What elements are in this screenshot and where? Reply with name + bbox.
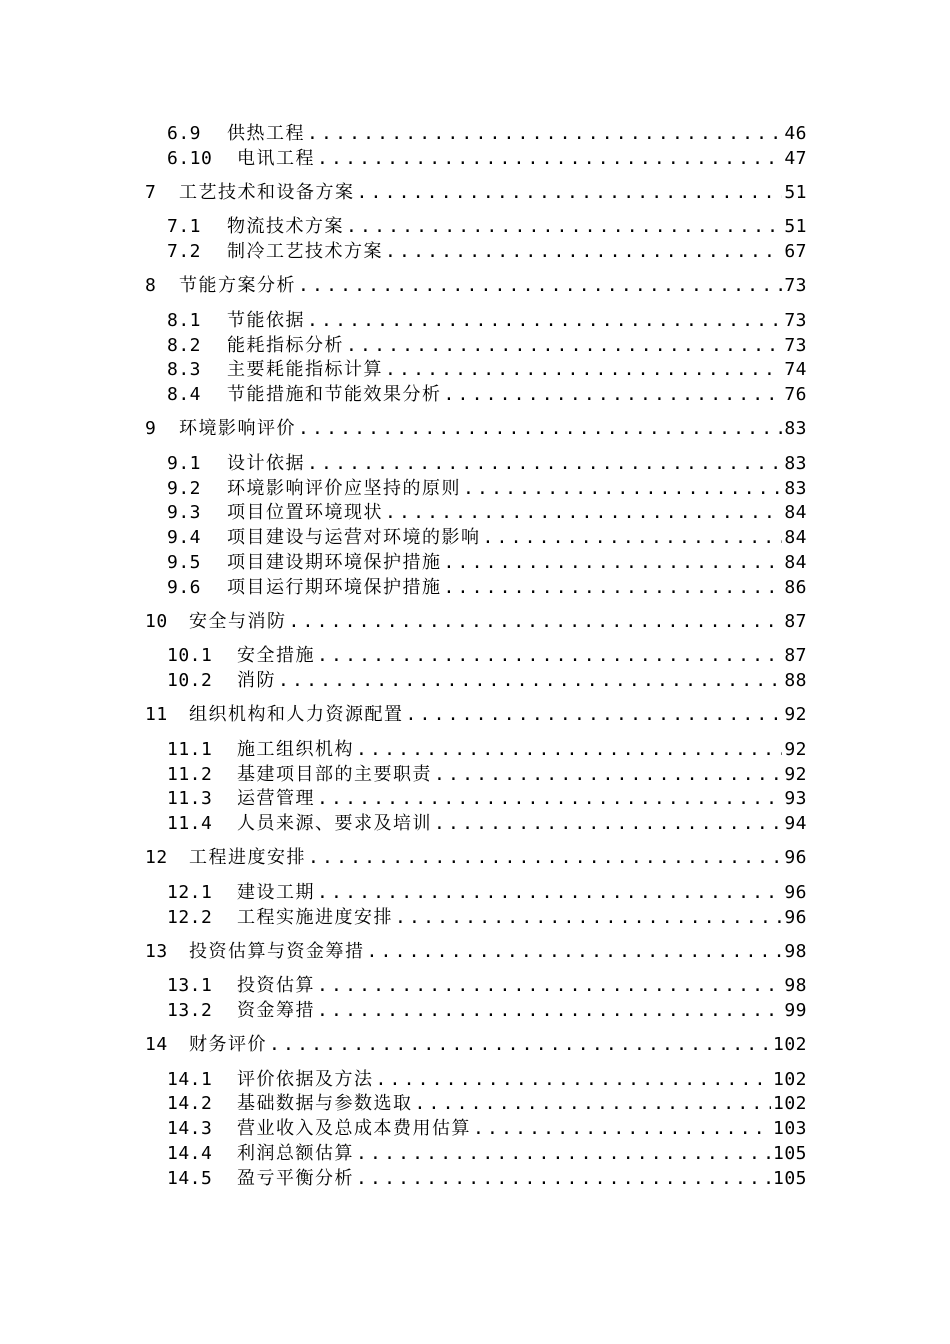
toc-entry-number: 7	[145, 182, 157, 204]
toc-entry-page-number: 76	[784, 384, 807, 406]
toc-dot-leader	[307, 122, 782, 147]
toc-entry-title: 项目建设期环境保护措施	[227, 551, 442, 573]
toc-section-entry[interactable]	[145, 452, 807, 477]
toc-entry-title: 投资估算	[237, 975, 315, 997]
toc-dot-leader	[406, 703, 783, 728]
toc-entry-page-number: 105	[772, 1167, 807, 1189]
toc-dot-leader	[317, 974, 782, 999]
toc-entry-page-number: 92	[784, 704, 807, 726]
toc-section-entry[interactable]	[145, 334, 807, 359]
toc-dot-leader	[385, 240, 782, 265]
toc-entry-title: 安全与消防	[189, 611, 287, 633]
toc-entry-page-number: 96	[784, 847, 807, 869]
toc-entry-number: 13.2	[167, 999, 213, 1021]
toc-section-entry[interactable]	[145, 1142, 807, 1167]
toc-entry-title: 制冷工艺技术方案	[227, 241, 383, 263]
toc-section-entry[interactable]	[145, 763, 807, 788]
toc-entry-page-number: 86	[784, 576, 807, 598]
toc-entry-number: 12	[145, 847, 168, 869]
toc-dot-leader	[385, 358, 782, 383]
toc-entry-number: 12.2	[167, 906, 213, 928]
toc-entry-page-number: 103	[772, 1118, 807, 1140]
toc-section-entry[interactable]	[145, 906, 807, 931]
toc-entry-title: 电讯工程	[237, 147, 315, 169]
toc-entry-title: 投资估算与资金筹措	[189, 940, 365, 962]
toc-dot-leader	[357, 181, 783, 206]
toc-entry-number: 12.1	[167, 881, 213, 903]
toc-section-entry[interactable]	[145, 644, 807, 669]
toc-entry-title: 设计依据	[227, 452, 305, 474]
toc-dot-leader	[356, 1142, 771, 1167]
toc-section-entry[interactable]	[145, 669, 807, 694]
toc-dot-leader	[356, 738, 782, 763]
toc-entry-title: 节能依据	[227, 309, 305, 331]
toc-section-entry[interactable]	[145, 477, 807, 502]
toc-section-entry[interactable]	[145, 383, 807, 408]
toc-entry-number: 6.9	[167, 123, 202, 144]
toc-section-entry[interactable]	[145, 1167, 807, 1192]
toc-chapter-entry[interactable]	[145, 610, 807, 635]
toc-entry-number: 14.4	[167, 1142, 213, 1164]
toc-chapter-entry[interactable]	[145, 181, 807, 206]
toc-dot-leader	[463, 477, 782, 502]
toc-entry-number: 7.2	[167, 241, 202, 263]
toc-section-entry[interactable]	[145, 215, 807, 240]
toc-dot-leader	[415, 1092, 771, 1117]
toc-entry-page-number: 67	[784, 241, 807, 263]
toc-section-entry[interactable]	[145, 812, 807, 837]
toc-chapter-entry[interactable]	[145, 703, 807, 728]
toc-dot-leader	[278, 669, 782, 694]
toc-entry-page-number: 98	[784, 940, 807, 962]
toc-section-entry[interactable]	[145, 309, 807, 334]
toc-entry-number: 9.2	[167, 477, 202, 499]
toc-dot-leader	[269, 1033, 771, 1058]
toc-dot-leader	[444, 576, 783, 601]
toc-entry-page-number: 93	[784, 788, 807, 810]
toc-entry-page-number: 51	[784, 182, 807, 204]
toc-entry-page-number: 73	[784, 309, 807, 331]
toc-entry-title: 工程进度安排	[189, 847, 306, 869]
toc-entry-page-number: 51	[784, 216, 807, 238]
toc-entry-title: 环境影响评价	[179, 418, 296, 440]
toc-entry-page-number: 96	[784, 881, 807, 903]
toc-entry-page-number: 96	[784, 906, 807, 928]
toc-entry-page-number: 102	[772, 1034, 807, 1056]
toc-entry-title: 盈亏平衡分析	[237, 1167, 354, 1189]
toc-entry-number: 8.4	[167, 384, 202, 406]
toc-section-entry[interactable]	[145, 526, 807, 551]
toc-entry-title: 主要耗能指标计算	[227, 359, 383, 381]
toc-entry-number: 11.1	[167, 738, 213, 760]
toc-entry-number: 8.1	[167, 309, 202, 331]
toc-entry-number: 9.6	[167, 576, 202, 598]
toc-entry-title: 能耗指标分析	[227, 334, 344, 356]
toc-entry-title: 供热工程	[227, 123, 305, 144]
toc-entry-number: 10	[145, 611, 168, 633]
toc-dot-leader	[385, 501, 782, 526]
toc-entry-number: 10.2	[167, 670, 213, 692]
toc-entry-title: 节能措施和节能效果分析	[227, 384, 442, 406]
toc-dot-leader	[395, 906, 782, 931]
toc-entry-title: 基建项目部的主要职责	[237, 763, 432, 785]
toc-entry-title: 评价依据及方法	[237, 1068, 374, 1090]
toc-entry-number: 9.1	[167, 452, 202, 474]
toc-dot-leader	[356, 1167, 771, 1192]
toc-entry-number: 6.10	[167, 147, 213, 169]
toc-entry-title: 工艺技术和设备方案	[179, 182, 355, 204]
toc-entry-number: 8.3	[167, 359, 202, 381]
toc-entry-title: 节能方案分析	[179, 275, 296, 297]
toc-section-entry[interactable]	[145, 787, 807, 812]
table-of-contents	[145, 122, 807, 1191]
toc-section-entry[interactable]	[145, 551, 807, 576]
toc-entry-number: 11.4	[167, 813, 213, 835]
toc-entry-page-number: 87	[784, 645, 807, 667]
toc-dot-leader	[317, 787, 782, 812]
toc-entry-title: 资金筹措	[237, 999, 315, 1021]
toc-section-entry[interactable]	[145, 999, 807, 1024]
toc-entry-title: 物流技术方案	[227, 216, 344, 238]
toc-entry-number: 9.4	[167, 527, 202, 549]
toc-chapter-entry[interactable]	[145, 846, 807, 871]
toc-entry-page-number: 87	[784, 611, 807, 633]
toc-dot-leader	[317, 999, 782, 1024]
toc-dot-leader	[376, 1068, 771, 1093]
toc-entry-number: 14.5	[167, 1167, 213, 1189]
toc-entry-title: 基础数据与参数选取	[237, 1093, 413, 1115]
toc-entry-number: 13	[145, 940, 168, 962]
toc-entry-page-number: 102	[772, 1093, 807, 1115]
toc-entry-number: 11	[145, 704, 168, 726]
toc-dot-leader	[483, 526, 783, 551]
toc-entry-number: 9.5	[167, 551, 202, 573]
toc-entry-title: 建设工期	[237, 881, 315, 903]
toc-dot-leader	[444, 551, 783, 576]
toc-entry-page-number: 105	[772, 1142, 807, 1164]
toc-chapter-entry[interactable]	[145, 417, 807, 442]
toc-section-entry[interactable]	[145, 576, 807, 601]
toc-entry-number: 7.1	[167, 216, 202, 238]
toc-chapter-entry[interactable]	[145, 274, 807, 299]
toc-entry-page-number: 88	[784, 670, 807, 692]
toc-entry-title: 财务评价	[189, 1034, 267, 1056]
toc-entry-number: 14.2	[167, 1093, 213, 1115]
toc-entry-page-number: 102	[772, 1068, 807, 1090]
toc-section-entry[interactable]	[145, 974, 807, 999]
toc-entry-page-number: 74	[784, 359, 807, 381]
toc-section-entry[interactable]	[145, 1117, 807, 1142]
toc-entry-title: 工程实施进度安排	[237, 906, 393, 928]
toc-entry-page-number: 92	[784, 763, 807, 785]
toc-section-entry[interactable]	[145, 881, 807, 906]
toc-entry-number: 8	[145, 275, 157, 297]
toc-entry-title: 营业收入及总成本费用估算	[237, 1118, 471, 1140]
toc-dot-leader	[346, 334, 782, 359]
toc-entry-number: 9	[145, 418, 157, 440]
toc-entry-title: 人员来源、要求及培训	[237, 813, 432, 835]
toc-entry-number: 14.1	[167, 1068, 213, 1090]
toc-section-entry[interactable]	[145, 240, 807, 265]
toc-dot-leader	[317, 147, 782, 172]
toc-entry-number: 13.1	[167, 975, 213, 997]
toc-entry-title: 组织机构和人力资源配置	[189, 704, 404, 726]
toc-dot-leader	[473, 1117, 771, 1142]
toc-dot-leader	[298, 274, 782, 299]
toc-entry-page-number: 94	[784, 813, 807, 835]
toc-entry-number: 14.3	[167, 1118, 213, 1140]
toc-chapter-entry[interactable]	[145, 940, 807, 965]
toc-entry-number: 8.2	[167, 334, 202, 356]
toc-dot-leader	[298, 417, 782, 442]
toc-entry-title: 项目位置环境现状	[227, 502, 383, 524]
toc-entry-page-number: 47	[784, 147, 807, 169]
toc-section-entry[interactable]	[145, 1092, 807, 1117]
toc-entry-number: 14	[145, 1034, 168, 1056]
toc-dot-leader	[317, 644, 782, 669]
toc-entry-page-number: 99	[784, 999, 807, 1021]
toc-entry-number: 10.1	[167, 645, 213, 667]
toc-entry-page-number: 73	[784, 275, 807, 297]
toc-entry-title: 施工组织机构	[237, 738, 354, 760]
toc-section-entry[interactable]	[145, 358, 807, 383]
toc-entry-number: 9.3	[167, 502, 202, 524]
toc-entry-title: 运营管理	[237, 788, 315, 810]
toc-dot-leader	[434, 812, 782, 837]
toc-dot-leader	[289, 610, 783, 635]
toc-dot-leader	[434, 763, 782, 788]
toc-entry-number: 11.3	[167, 788, 213, 810]
toc-entry-title: 环境影响评价应坚持的原则	[227, 477, 461, 499]
toc-dot-leader	[367, 940, 783, 965]
toc-entry-title: 项目运行期环境保护措施	[227, 576, 442, 598]
toc-section-entry[interactable]	[145, 738, 807, 763]
toc-dot-leader	[317, 881, 782, 906]
toc-entry-title: 项目建设与运营对环境的影响	[227, 527, 481, 549]
toc-entry-page-number: 83	[784, 418, 807, 440]
toc-entry-title: 安全措施	[237, 645, 315, 667]
toc-entry-page-number: 84	[784, 551, 807, 573]
toc-dot-leader	[444, 383, 783, 408]
toc-entry-page-number: 83	[784, 477, 807, 499]
toc-chapter-entry[interactable]	[145, 1033, 807, 1058]
toc-entry-page-number: 84	[784, 527, 807, 549]
toc-entry-page-number: 92	[784, 738, 807, 760]
toc-dot-leader	[308, 846, 782, 871]
toc-entry-page-number: 46	[784, 123, 807, 144]
toc-entry-page-number: 73	[784, 334, 807, 356]
toc-entry-page-number: 98	[784, 975, 807, 997]
toc-entry-number: 11.2	[167, 763, 213, 785]
toc-entry-title: 消防	[237, 670, 276, 692]
toc-section-entry[interactable]	[145, 501, 807, 526]
toc-section-entry[interactable]	[145, 147, 807, 172]
toc-entry-page-number: 83	[784, 452, 807, 474]
toc-entry-page-number: 84	[784, 502, 807, 524]
toc-dot-leader	[346, 215, 782, 240]
toc-section-entry[interactable]	[145, 122, 807, 147]
toc-dot-leader	[307, 452, 782, 477]
toc-dot-leader	[307, 309, 782, 334]
toc-section-entry[interactable]	[145, 1068, 807, 1093]
toc-entry-title: 利润总额估算	[237, 1142, 354, 1164]
